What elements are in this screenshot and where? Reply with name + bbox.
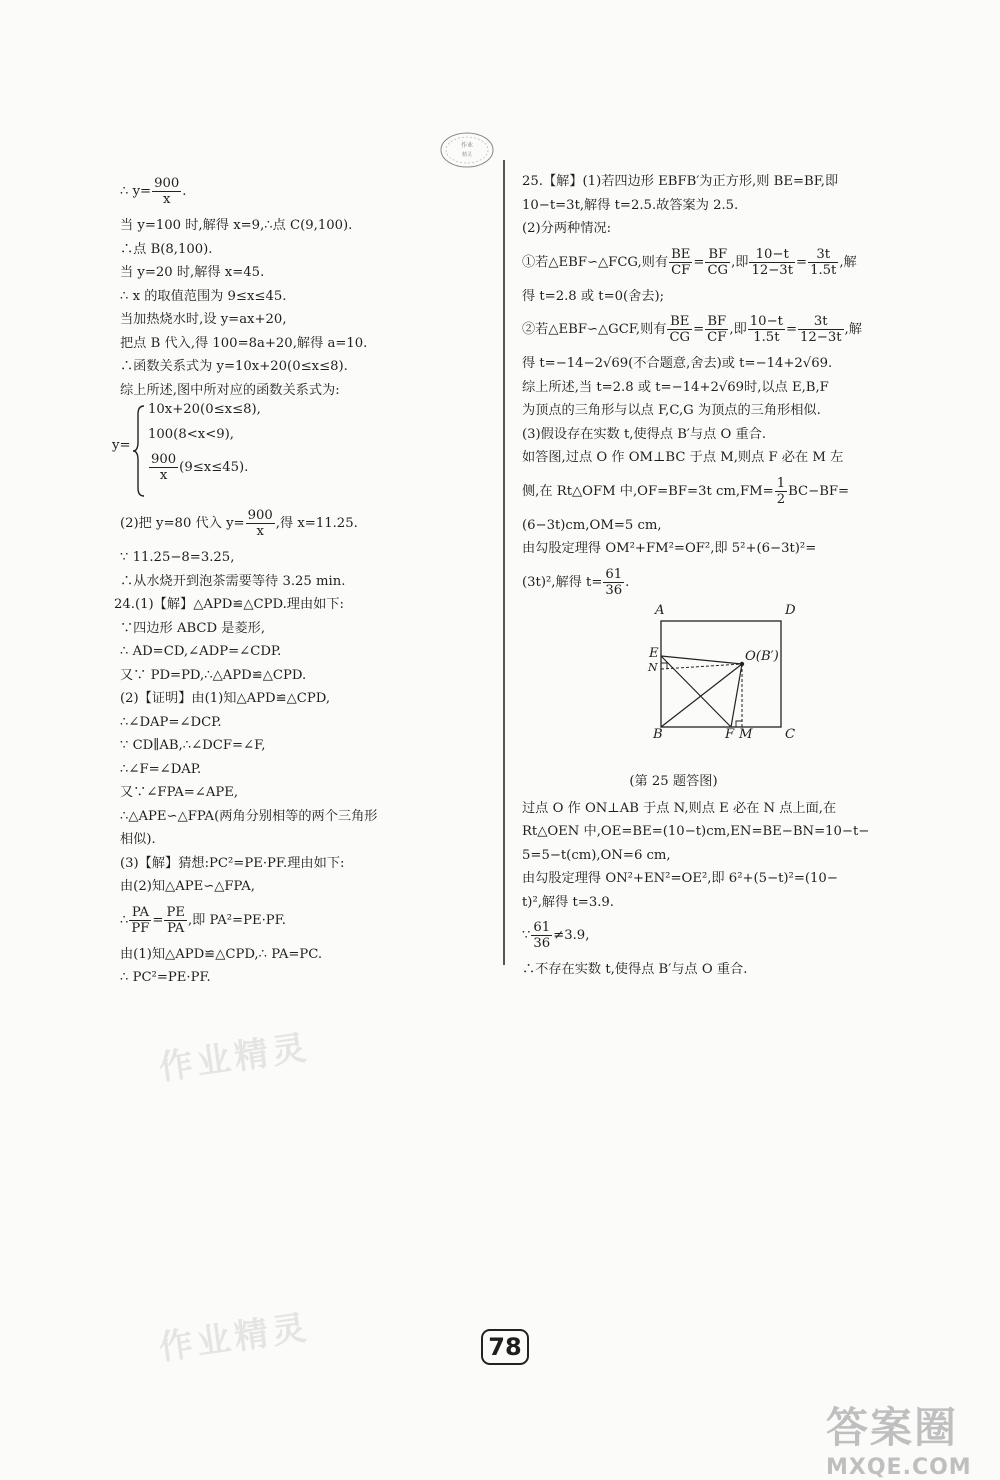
text-line: 当 y=100 时,解得 x=9,∴点 C(9,100). [120, 218, 353, 233]
text-line: (3)【解】猜想:PC²=PE·PF.理由如下: [120, 855, 345, 871]
fraction: $\frac{61}{36}$ [605, 566, 623, 598]
text-line: 把点 B 代入,得 100=8a+20,解得 a=10. [120, 335, 368, 351]
fraction: $\frac{BE}{CF}$ [671, 246, 691, 278]
text-line: 由勾股定理得 OM²+FM²=OF²,即 5²+(6−3t)²= [522, 541, 817, 556]
label-E: E [649, 645, 659, 661]
text-line: ∴点 B(8,100). [120, 241, 213, 257]
fraction: $\frac{PE}{PA}$ [166, 904, 185, 936]
fraction: $\frac{10-t}{1.5t}$ [749, 314, 783, 345]
fraction: $\frac{3t}{1.5t}$ [810, 246, 837, 278]
fraction: $\frac{900}{x}$ [154, 176, 180, 207]
text-line: 由(1)知△APD≌△CPD,∴ PA=PC. [120, 946, 323, 962]
fraction: $\frac{BE}{CG}$ [669, 314, 691, 345]
column-divider [503, 160, 505, 965]
text-line: ②若△EBF∽△GCF,则有 $\frac{BE}{CG}$ = $\frac{BF}{CF}$ ,即 $\frac{10-t}{1.5t}$ = $\frac{3t}{12-3t}$ ,解 [522, 314, 862, 345]
label-O: O(B′) [745, 648, 779, 664]
text-line: 得 t=−14−2√69(不合题意,舍去)或 t=−14+2√69. [522, 356, 833, 371]
text-line: ①若△EBF∽△FCG,则有 $\frac{BE}{CF}$ = $\frac{BF}{CG}$ ,即 $\frac{10-t}{12-3t}$ = $\frac{3t}{1.5t}$ ,解 [522, 246, 857, 278]
label-C: C [785, 726, 796, 742]
text-line: 为顶点的三角形与以点 F,C,G 为顶点的三角形相似. [522, 403, 821, 418]
text-line: 如答图,过点 O 作 OM⊥BC 于点 M,则点 F 必在 M 左 [522, 450, 844, 465]
text-line: 又∵ PD=PD,∴△APD≌△CPD. [120, 667, 307, 683]
text-line: ∴ $\frac{PA}{PF}$ = $\frac{PE}{PA}$ ,即 PA²=PE·PF. [120, 904, 286, 936]
text-line: ∴ PC²=PE·PF. [120, 970, 211, 985]
watermark-1: 作业精灵 [156, 1027, 313, 1089]
text-line: ∵四边形 ABCD 是菱形, [120, 620, 266, 636]
text-line: (2)分两种情况: [522, 221, 612, 236]
question-24-heading: 24.(1)【解】△APD≌△CPD.理由如下: [114, 597, 344, 612]
fraction: $\frac{10-t}{12-3t}$ [751, 246, 793, 278]
text-line: ∵ CD∥AB,∴∠DCF=∠F, [120, 738, 266, 753]
label-M: M [739, 726, 753, 742]
label-B: B [653, 726, 663, 742]
fraction: $\frac{3t}{12-3t}$ [800, 314, 842, 345]
label-F: F [725, 726, 735, 742]
piecewise-function [112, 402, 490, 502]
text-line: 当加热烧水时,设 y=ax+20, [120, 312, 287, 327]
text-line: (2)把 y=80 代入 y= $\frac{900}{x}$ ,得 x=11.25. [120, 508, 358, 539]
fraction: $\frac{BF}{CG}$ [707, 246, 729, 278]
text-line: ∴∠F=∠DAP. [120, 761, 202, 777]
label-D: D [785, 602, 796, 618]
text-line: (6−3t)cm,OM=5 cm, [522, 517, 662, 533]
text-line: 过点 O 作 ON⊥AB 于点 N,则点 E 必在 N 点上面,在 [522, 800, 837, 816]
text-line: (3)假设存在实数 t,使得点 B′与点 O 重合. [522, 426, 767, 442]
fraction: $\frac{900}{x}$ [247, 508, 273, 539]
text-line: ∴不存在实数 t,使得点 B′与点 O 重合. [522, 962, 748, 977]
text-line: 当 y=20 时,解得 x=45. [120, 265, 265, 280]
piecewise-y-label: y= [112, 438, 131, 453]
left-column [112, 170, 490, 990]
text-line: ∴函数关系式为 y=10x+20(0≤x≤8). [120, 359, 348, 374]
text-line: 相似). [120, 832, 156, 847]
text-line: 综上所述,图中所对应的函数关系式为: [120, 382, 340, 398]
text-line: 10−t=3t,解得 t=2.5.故答案为 2.5. [522, 197, 739, 213]
text-line: (2)【证明】由(1)知△APD≌△CPD, [120, 691, 331, 706]
question-25-heading: 25.【解】(1)若四边形 EBFB′为正方形,则 BE=BF,即 [522, 174, 839, 189]
svg-text:作业: 作业 [460, 142, 474, 149]
text-line: ∴ AD=CD,∠ADP=∠CDP. [120, 644, 282, 659]
figure-caption: (第 25 题答图) [629, 773, 718, 789]
piecewise-case-1: 10x+20(0≤x≤8), [148, 402, 261, 417]
fraction: $\frac{BF}{CF}$ [707, 314, 727, 345]
text-line: ∴ x 的取值范围为 9≤x≤45. [120, 288, 287, 304]
text-line: ∵ 11.25−8=3.25, [120, 550, 235, 565]
text-line: 5=5−t(cm),ON=6 cm, [522, 847, 671, 863]
page-number: 78 [481, 1329, 529, 1365]
text-line: ∴从水烧开到泡茶需要等待 3.25 min. [120, 573, 346, 589]
right-column [522, 170, 897, 982]
corner-brand-top: 答案圈 [826, 1403, 959, 1452]
text-line: t)²,解得 t=3.9. [522, 894, 615, 910]
label-N: N [648, 660, 658, 674]
text-line: (3t)²,解得 t= $\frac{61}{36}$ . [522, 566, 630, 598]
piecewise-case-3: $\frac{900}{x}$ (9≤x≤45). [151, 452, 249, 483]
text-line: ∵ $\frac{61}{36}$ ≠3.9, [522, 920, 590, 951]
geometry-figure [647, 602, 827, 771]
fraction: $\frac{PA}{PF}$ [131, 904, 150, 936]
text-line: ∴∠DAP=∠DCP. [120, 714, 222, 730]
svg-text:精灵: 精灵 [461, 152, 473, 158]
text-line: 由(2)知△APE∽△FPA, [120, 879, 255, 894]
text-line: 得 t=2.8 或 t=0(舍去); [522, 288, 665, 304]
corner-brand-bottom: MXQE.COM [826, 1455, 972, 1480]
text-line: Rt△OEN 中,OE=BE=(10−t)cm,EN=BE−BN=10−t− [522, 824, 870, 839]
text-line: ∴ y= $\frac{900}{x}$ . [120, 176, 187, 207]
text-line: ∴△APE∽△FPA(两角分别相等的两个三角形 [120, 808, 378, 824]
rectangle-diagram [647, 611, 827, 741]
piecewise-case-2: 100(8<x<9), [148, 427, 234, 442]
brace-icon [132, 404, 146, 498]
corner-brand-watermark [826, 1395, 972, 1480]
seal-stamp-icon [438, 130, 496, 170]
fraction: $\frac{1}{2}$ [776, 475, 786, 507]
text-line: 又∵∠FPA=∠APE, [120, 785, 239, 800]
watermark-2: 作业精灵 [156, 1307, 313, 1369]
label-A: A [655, 602, 665, 618]
text-line: 综上所述,当 t=2.8 或 t=−14+2√69时,以点 E,B,F [522, 379, 829, 395]
text-line: 侧,在 Rt△OFM 中,OF=BF=3t cm,FM= $\frac{1}{2}$ BC−BF= [522, 475, 850, 507]
text-line: 由勾股定理得 ON²+EN²=OE²,即 6²+(5−t)²=(10− [522, 871, 838, 886]
fraction: $\frac{61}{36}$ [533, 920, 551, 951]
